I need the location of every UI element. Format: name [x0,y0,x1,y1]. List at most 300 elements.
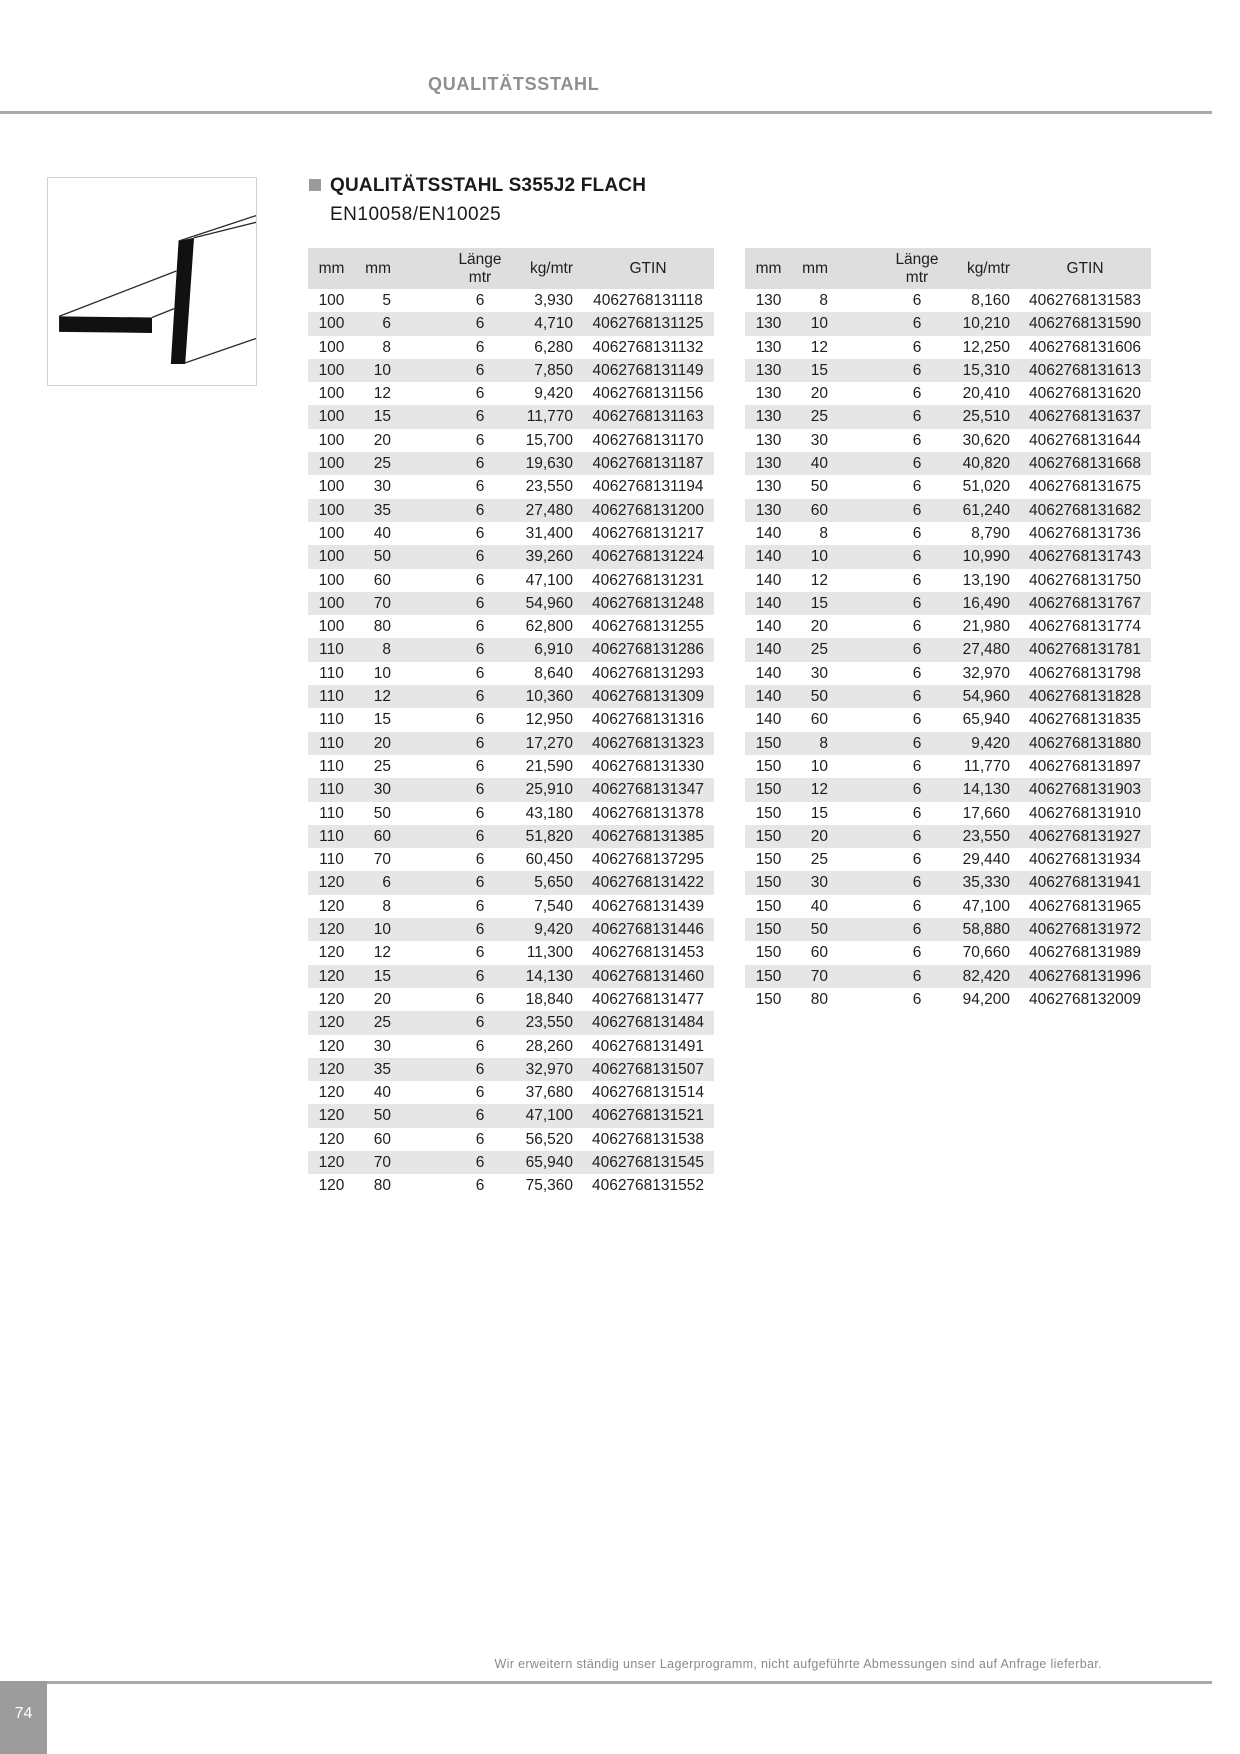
length-cell: 6 [475,897,485,915]
table-row [308,336,714,359]
width-cell: 120 [318,1014,345,1032]
gtin-cell: 4062768131972 [1028,921,1142,939]
width-cell: 110 [319,688,344,706]
table-row [745,825,1151,848]
weight-cell: 47,100 [962,897,1010,915]
width-cell: 140 [755,641,782,659]
weight-cell: 7,540 [534,897,573,915]
gtin-cell: 4062768131934 [1028,851,1142,869]
weight-cell: 15,700 [525,431,573,449]
width-cell: 100 [318,548,345,566]
weight-cell: 14,130 [525,967,573,985]
weight-cell: 21,590 [525,757,573,775]
width-cell: 100 [318,618,345,636]
width-cell: 100 [318,501,345,519]
length-column-header [400,248,515,289]
length-header-line-1: Länge [895,250,939,268]
gtin-cell: 4062768131187 [592,455,704,473]
table-row [745,848,1151,871]
product-standard: EN10058/EN10025 [330,204,502,225]
width-cell: 130 [755,501,782,519]
weight-cell: 4,710 [534,315,573,333]
thickness-cell: 15 [810,361,828,379]
weight-column-header: kg/mtr [966,260,1010,277]
width-cell: 100 [318,431,345,449]
flat-bar-top-edge-right [152,309,174,318]
product-image [47,177,257,386]
length-cell: 6 [475,524,485,542]
weight-cell: 32,970 [962,664,1010,682]
length-cell: 6 [912,688,922,706]
gtin-cell: 4062768131156 [592,385,704,403]
weight-cell: 54,960 [962,688,1010,706]
width-cell: 100 [318,478,345,496]
width-cell: 150 [755,734,782,752]
gtin-cell: 4062768131880 [1028,734,1142,752]
length-cell: 6 [475,548,485,566]
table-row [745,405,1151,428]
table-row [308,452,714,475]
width-cell: 100 [318,594,345,612]
table-row [745,336,1151,359]
table-row [745,871,1151,894]
weight-cell: 40,820 [962,455,1010,473]
dimension-table-right [745,248,1151,1011]
table-row [308,871,714,894]
length-cell: 6 [912,524,922,542]
width-column-header: mm [755,260,782,277]
gtin-cell: 4062768131330 [591,757,705,775]
width-cell: 150 [755,874,782,892]
length-cell: 6 [475,1084,485,1102]
weight-cell: 27,480 [962,641,1010,659]
table-row [745,475,1151,498]
width-cell: 110 [319,827,344,845]
gtin-cell: 4062768131927 [1028,827,1142,845]
gtin-cell: 4062768131286 [591,641,705,659]
thickness-cell: 50 [373,1107,391,1125]
table-row [308,569,714,592]
gtin-cell: 4062768131910 [1028,804,1142,822]
table-row [745,708,1151,731]
length-cell: 6 [912,711,922,729]
width-cell: 120 [318,1130,345,1148]
table-row [745,382,1151,405]
thickness-cell: 30 [373,781,391,799]
thickness-cell: 25 [373,1014,391,1032]
thickness-cell: 40 [373,1084,391,1102]
width-cell: 100 [318,361,345,379]
weight-cell: 5,650 [534,874,573,892]
weight-cell: 61,240 [962,501,1010,519]
length-cell: 6 [912,408,922,426]
table-row [745,312,1151,335]
length-cell: 6 [475,1060,485,1078]
weight-cell: 11,300 [526,944,573,962]
length-header-line-1: Länge [458,250,502,268]
thickness-cell: 5 [382,292,391,309]
gtin-cell: 4062768131118 [593,292,703,309]
weight-cell: 10,210 [962,315,1010,333]
width-cell: 110 [319,641,344,659]
table-row [308,499,714,522]
table-row [745,452,1151,475]
table-row [308,405,714,428]
thickness-cell: 12 [373,688,391,706]
width-cell: 100 [318,408,345,426]
weight-cell: 10,360 [525,688,573,706]
thickness-cell: 10 [373,361,391,379]
width-cell: 120 [318,1037,345,1055]
page-number-box [0,1681,47,1754]
thickness-cell: 60 [810,711,828,729]
length-cell: 6 [912,385,922,403]
gtin-cell: 4062768131774 [1028,618,1142,636]
width-cell: 100 [318,315,345,333]
thickness-cell: 70 [810,967,828,985]
gtin-cell: 4062768131231 [591,571,705,589]
table-row [308,1058,714,1081]
thickness-cell: 10 [810,548,828,566]
gtin-cell: 4062768131460 [591,967,705,985]
thickness-cell: 15 [810,594,828,612]
length-cell: 6 [475,967,485,985]
length-cell: 6 [475,361,485,379]
length-cell: 6 [475,664,485,682]
weight-cell: 23,550 [525,1014,573,1032]
weight-cell: 7,850 [534,361,573,379]
length-cell: 6 [912,664,922,682]
length-cell: 6 [475,408,485,426]
table-row [308,685,714,708]
length-cell: 6 [912,594,922,612]
thickness-cell: 25 [810,641,828,659]
thickness-cell: 8 [819,524,828,542]
thickness-cell: 40 [373,524,391,542]
length-cell: 6 [912,455,922,473]
length-cell: 6 [475,851,485,869]
thickness-cell: 50 [373,548,391,566]
weight-cell: 9,420 [534,385,573,403]
thickness-cell: 30 [810,431,828,449]
length-cell: 6 [912,361,922,379]
thickness-cell: 50 [373,804,391,822]
width-cell: 130 [755,292,782,309]
thickness-cell: 12 [373,385,391,403]
table-row [745,638,1151,661]
thickness-cell: 12 [810,338,828,356]
length-cell: 6 [475,990,485,1008]
upright-bar-top-edge-front [179,216,256,241]
length-cell: 6 [475,1037,485,1055]
thickness-cell: 50 [810,921,828,939]
table-row [308,662,714,685]
width-cell: 140 [755,594,782,612]
weight-cell: 8,790 [971,524,1010,542]
weight-cell: 35,330 [962,874,1010,892]
table-row [745,499,1151,522]
gtin-cell: 4062768131255 [591,618,705,636]
thickness-cell: 20 [373,734,391,752]
width-cell: 150 [755,967,782,985]
length-header-line-2: mtr [905,268,929,286]
thickness-cell: 8 [382,897,391,915]
table-row [308,312,714,335]
width-cell: 120 [318,1084,345,1102]
length-cell: 6 [475,315,485,333]
weight-cell: 60,450 [525,851,573,869]
table-row [745,592,1151,615]
weight-cell: 10,990 [962,548,1010,566]
gtin-cell: 4062768131385 [591,827,705,845]
section-title: QUALITÄTSSTAHL [428,74,600,94]
gtin-cell: 4062768131422 [591,874,705,892]
gtin-cell: 4062768131644 [1028,431,1142,449]
thickness-cell: 6 [382,315,391,333]
gtin-cell: 4062768131781 [1028,641,1142,659]
table-row [308,1035,714,1058]
table-row [308,778,714,801]
weight-cell: 3,930 [534,292,573,309]
table-row [745,662,1151,685]
thickness-cell: 10 [373,921,391,939]
length-cell: 6 [912,874,922,892]
length-cell: 6 [475,594,485,612]
thickness-cell: 80 [810,990,828,1008]
gtin-cell: 4062768131767 [1028,594,1142,612]
weight-cell: 17,660 [962,804,1010,822]
gtin-cell: 4062768131736 [1028,524,1142,542]
length-cell: 6 [912,734,922,752]
table-row [745,289,1151,312]
gtin-cell: 4062768131323 [591,734,705,752]
table-row [308,1011,714,1034]
gtin-cell: 4062768131668 [1028,455,1142,473]
table-row [745,755,1151,778]
length-header-line-2: mtr [468,268,492,286]
thickness-cell: 25 [373,455,391,473]
length-cell: 6 [475,711,485,729]
weight-cell: 32,970 [525,1060,573,1078]
thickness-column-header: mm [365,260,391,277]
thickness-cell: 12 [373,944,391,962]
thickness-cell: 50 [810,688,828,706]
gtin-cell: 4062768131514 [591,1084,705,1102]
thickness-cell: 20 [810,618,828,636]
thickness-cell: 12 [810,781,828,799]
width-cell: 110 [319,734,344,752]
length-cell: 6 [475,827,485,845]
table-row [745,802,1151,825]
weight-column-header: kg/mtr [529,260,573,277]
width-cell: 140 [755,571,782,589]
thickness-cell: 30 [373,1037,391,1055]
footer-divider [47,1681,1212,1684]
table-row [745,569,1151,592]
table-row [308,382,714,405]
weight-cell: 47,100 [525,571,573,589]
thickness-cell: 8 [819,292,828,309]
width-cell: 120 [318,921,345,939]
table-row [745,778,1151,801]
width-cell: 110 [319,804,344,822]
gtin-column-header: GTIN [1066,260,1104,277]
table-row [745,988,1151,1011]
gtin-cell: 4062768131903 [1028,781,1142,799]
flat-bar-end-face [59,316,152,333]
thickness-cell: 8 [382,338,391,356]
width-cell: 150 [755,944,782,962]
weight-cell: 65,940 [962,711,1010,729]
width-cell: 120 [318,897,345,915]
width-cell: 140 [755,664,782,682]
width-cell: 150 [755,851,782,869]
length-cell: 6 [912,851,922,869]
width-cell: 140 [755,618,782,636]
table-row [745,429,1151,452]
length-cell: 6 [475,734,485,752]
weight-cell: 18,840 [525,990,573,1008]
length-cell: 6 [912,781,922,799]
upright-bar-bottom-edge [185,339,256,363]
width-cell: 140 [755,688,782,706]
table-row [308,289,714,312]
weight-cell: 23,550 [525,478,573,496]
weight-cell: 31,400 [525,524,573,542]
width-cell: 150 [755,804,782,822]
gtin-column-header: GTIN [629,260,667,277]
table-row [308,1128,714,1151]
width-cell: 120 [318,990,345,1008]
weight-cell: 51,020 [962,478,1010,496]
gtin-cell: 4062768131637 [1028,408,1142,426]
thickness-cell: 70 [373,594,391,612]
weight-cell: 9,420 [534,921,573,939]
weight-cell: 20,410 [962,385,1010,403]
length-cell: 6 [912,641,922,659]
table-row [308,638,714,661]
length-cell: 6 [912,827,922,845]
length-cell: 6 [912,292,922,309]
weight-cell: 51,820 [525,827,573,845]
gtin-cell: 4062768131835 [1028,711,1142,729]
gtin-cell: 4062768131132 [592,338,704,356]
width-cell: 130 [755,478,782,496]
table-header [745,248,1151,289]
width-cell: 100 [318,571,345,589]
thickness-cell: 70 [373,851,391,869]
weight-cell: 39,260 [525,548,573,566]
thickness-cell: 30 [810,664,828,682]
length-cell: 6 [475,338,485,356]
weight-cell: 11,770 [526,408,573,426]
table-row [308,1174,714,1197]
table-row [745,615,1151,638]
thickness-cell: 40 [810,455,828,473]
width-cell: 140 [755,524,782,542]
length-cell: 6 [475,455,485,473]
length-cell: 6 [475,431,485,449]
length-cell: 6 [912,501,922,519]
weight-cell: 8,640 [534,664,573,682]
width-column-header: mm [318,260,345,277]
width-cell: 110 [319,851,344,869]
width-cell: 130 [755,338,782,356]
table-row [308,545,714,568]
thickness-cell: 50 [810,478,828,496]
length-cell: 6 [475,757,485,775]
weight-cell: 11,770 [963,757,1010,775]
length-cell: 6 [475,944,485,962]
weight-cell: 70,660 [962,944,1010,962]
gtin-cell: 4062768131552 [591,1177,705,1195]
gtin-cell: 4062768131347 [591,781,705,799]
width-cell: 140 [755,711,782,729]
thickness-cell: 70 [373,1153,391,1171]
thickness-cell: 60 [373,1130,391,1148]
length-cell: 6 [475,385,485,403]
weight-cell: 6,910 [534,641,573,659]
gtin-cell: 4062768131125 [592,315,704,333]
table-row [308,825,714,848]
length-cell: 6 [912,618,922,636]
table-row [308,755,714,778]
gtin-cell: 4062768131217 [591,524,705,542]
weight-cell: 9,420 [971,734,1010,752]
table-row [308,592,714,615]
table-row [308,965,714,988]
weight-cell: 54,960 [525,594,573,612]
weight-cell: 29,440 [962,851,1010,869]
thickness-cell: 20 [810,827,828,845]
weight-cell: 28,260 [525,1037,573,1055]
length-cell: 6 [912,757,922,775]
gtin-cell: 4062768131989 [1028,944,1142,962]
weight-cell: 94,200 [962,990,1010,1008]
width-cell: 110 [319,781,344,799]
thickness-cell: 60 [810,501,828,519]
gtin-cell: 4062768131941 [1028,874,1142,892]
thickness-cell: 6 [382,874,391,892]
weight-cell: 19,630 [525,455,573,473]
length-cell: 6 [912,315,922,333]
length-cell: 6 [912,338,922,356]
table-header [308,248,714,289]
weight-cell: 8,160 [971,292,1010,309]
gtin-cell: 4062768131248 [591,594,705,612]
weight-cell: 27,480 [525,501,573,519]
weight-cell: 6,280 [534,338,573,356]
gtin-cell: 4062768131446 [591,921,705,939]
gtin-cell: 4062768137295 [591,851,705,869]
weight-cell: 75,360 [525,1177,573,1195]
length-cell: 6 [475,1130,485,1148]
width-cell: 110 [319,664,344,682]
gtin-cell: 4062768131798 [1028,664,1142,682]
gtin-cell: 4062768131484 [591,1014,705,1032]
thickness-cell: 60 [373,827,391,845]
length-cell: 6 [912,431,922,449]
table-row [308,522,714,545]
thickness-cell: 10 [373,664,391,682]
gtin-cell: 4062768131293 [591,664,705,682]
table-row [745,545,1151,568]
thickness-cell: 10 [810,315,828,333]
flat-bar-icon [48,178,256,385]
table-row [308,615,714,638]
thickness-cell: 60 [373,571,391,589]
gtin-cell: 4062768131378 [591,804,705,822]
